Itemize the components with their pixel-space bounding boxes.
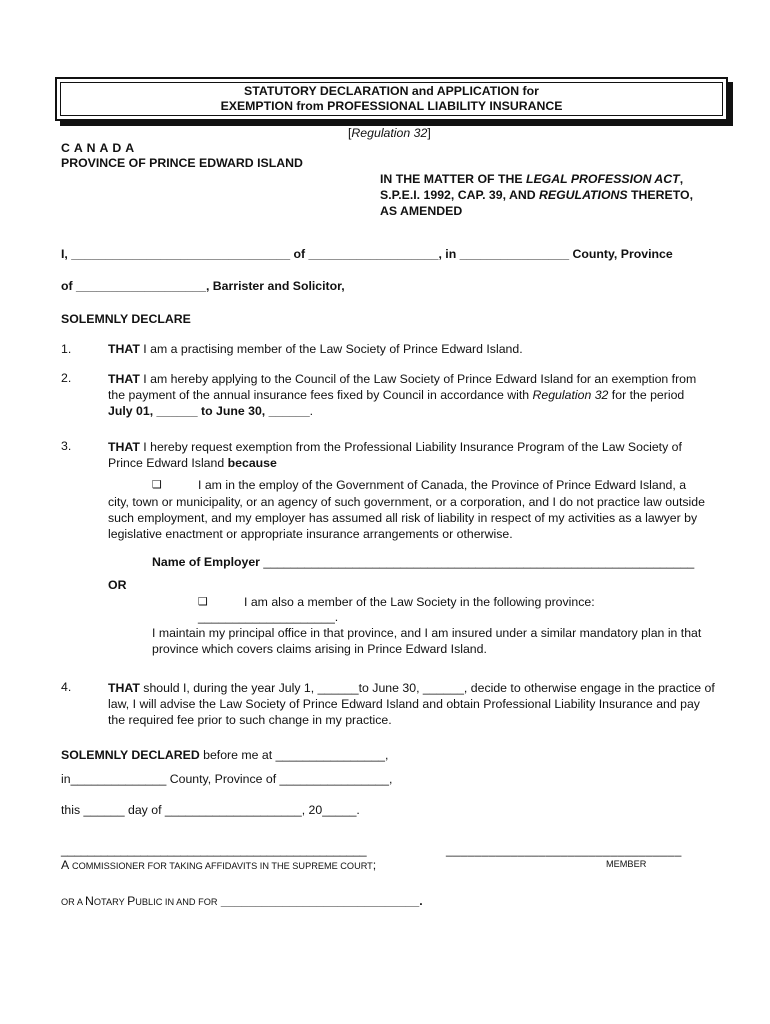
option-2-details: I maintain my principal office in that province, and I am insured under a similar mandatory plan in that province which covers claims arising in Prince Edward Island. xyxy=(152,626,702,656)
member-signature-line[interactable]: _________________________________ xyxy=(446,843,682,857)
item-1-number: 1. xyxy=(61,342,72,356)
notary-line: OR A NOTARY PUBLIC IN AND FOR _____________________________. xyxy=(61,894,423,908)
employer-field[interactable]: Name of Employer _______________________________________________________________ xyxy=(152,555,695,569)
option-2-checkbox[interactable]: ❑ xyxy=(198,595,208,608)
regulation-reference: [Regulation 32] xyxy=(348,126,431,140)
title-line-1: STATUTORY DECLARATION and APPLICATION for xyxy=(244,84,539,98)
country-heading: C A N A D A xyxy=(61,141,135,155)
item-2-number: 2. xyxy=(61,371,72,385)
option-2-text: I am also a member of the Law Society in the following province: xyxy=(244,595,595,609)
declarant-line-2: of ___________________, Barrister and Solicitor, xyxy=(61,279,345,293)
title-line-2: EXEMPTION from PROFESSIONAL LIABILITY INSURANCE xyxy=(220,99,563,113)
declared-county-line: in______________ County, Province of ________________, xyxy=(61,772,393,786)
declared-date-line: this ______ day of ____________________, 20_____. xyxy=(61,803,360,817)
or-label: OR xyxy=(108,578,127,592)
title-inner xyxy=(60,82,723,116)
title-box xyxy=(55,77,728,121)
item-2-text: THAT I am hereby applying to the Council of the Law Society of Prince Edward Island for an exemption from the payment of the annual insurance fees fixed by Council in accordance with Regulation 32 for the period July 01, ______ to June 30, ______. xyxy=(108,372,697,418)
item-3-number: 3. xyxy=(61,439,72,453)
declared-before-line: SOLEMNLY DECLARED before me at ________________, xyxy=(61,748,389,762)
province-heading: PROVINCE OF PRINCE EDWARD ISLAND xyxy=(61,156,303,170)
member-caption: MEMBER xyxy=(606,859,647,869)
option-1-text: city, town or municipality, or an agency of such government, or a corporation, and I do not practice law outside such employment, and my employer has assumed all risk of liability in respect of my activities as a lawyer by legislative enactment or appropriate insurance arrangements or otherwise. xyxy=(108,495,705,541)
option-1-first-line: I am in the employ of the Government of Canada, the Province of Prince Edward Island, a xyxy=(198,478,687,492)
commissioner-caption: A COMMISSIONER FOR TAKING AFFIDAVITS IN THE SUPREME COURT; xyxy=(61,858,377,872)
item-3-text: THAT I hereby request exemption from the Professional Liability Insurance Program of the Law Society of Prince Edward Island because xyxy=(108,440,682,470)
item-4-number: 4. xyxy=(61,680,72,694)
matter-line-3: AS AMENDED xyxy=(380,204,463,218)
solemnly-declare-heading: SOLEMNLY DECLARE xyxy=(61,312,191,326)
option-2-province-blank[interactable]: ____________________. xyxy=(198,610,339,624)
matter-line-1: IN THE MATTER OF THE LEGAL PROFESSION ACT, xyxy=(380,172,684,186)
item-1-text: THAT I am a practising member of the Law Society of Prince Edward Island. xyxy=(108,342,523,356)
option-1-checkbox[interactable]: ❑ xyxy=(152,478,162,491)
matter-line-2: S.P.E.I. 1992, CAP. 39, AND REGULATIONS THERETO, xyxy=(380,188,693,202)
commissioner-signature-line[interactable]: ______________________________________________ xyxy=(61,843,367,857)
item-4-text: THAT should I, during the year July 1, ______to June 30, ______, decide to otherwise engage in the practice of law, I will advise the Law Society of Prince Edward Island and obtain Professional Liability Insurance and pay the required fee prior to such change in my practice. xyxy=(108,681,715,727)
declarant-line-1: I, ________________________________ of ___________________, in ________________ County, Province xyxy=(61,247,673,261)
